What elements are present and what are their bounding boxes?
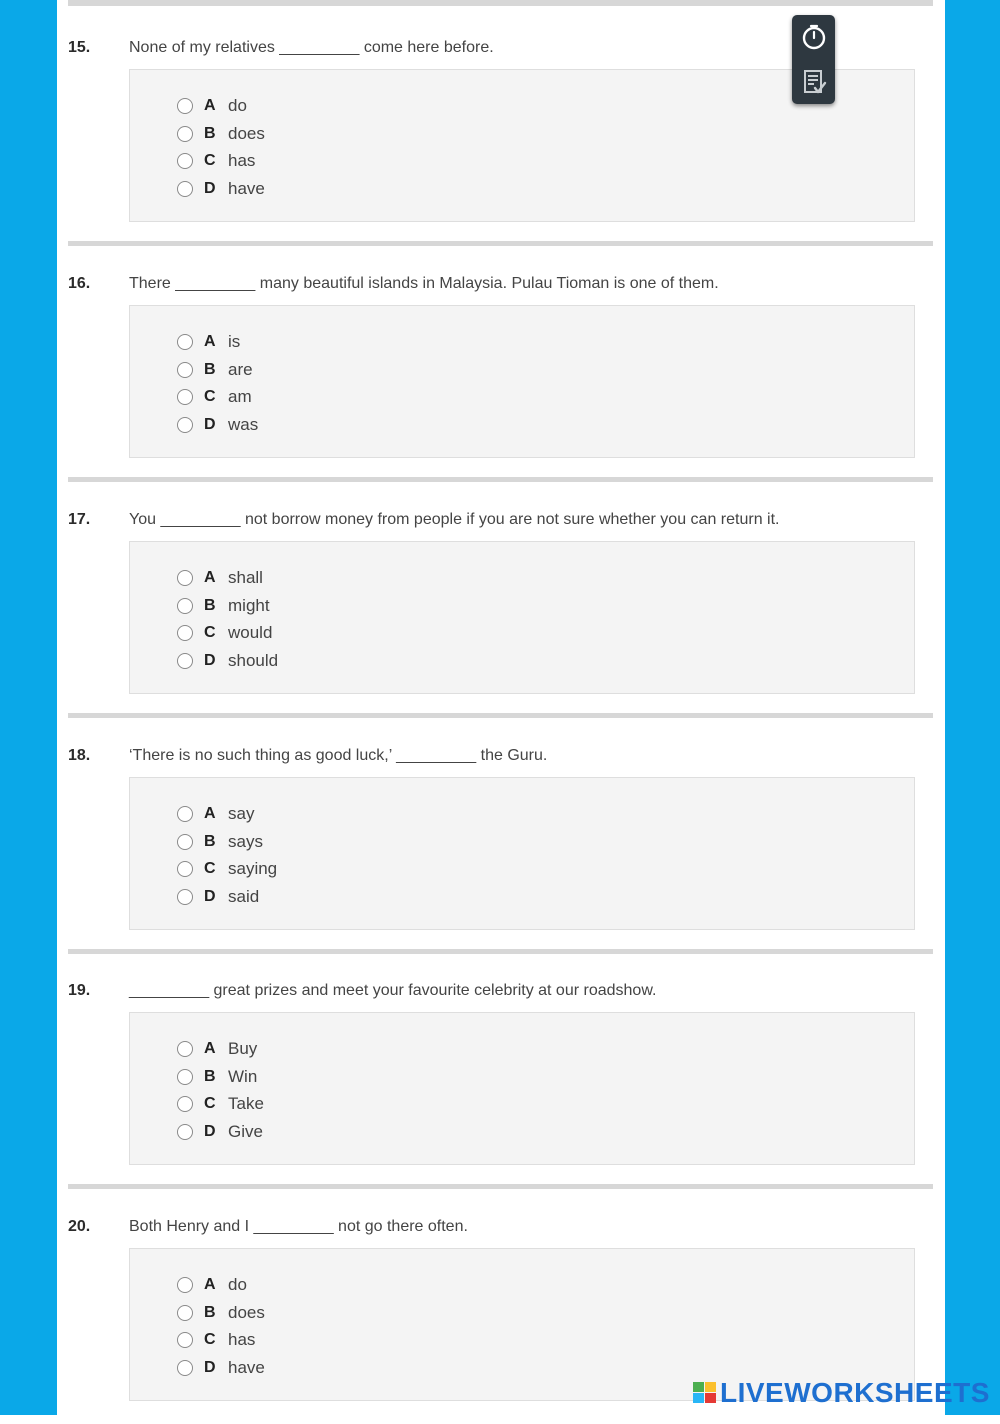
option-c[interactable]: [177, 150, 255, 172]
option-d[interactable]: [177, 178, 265, 200]
radio-button[interactable]: [177, 1069, 193, 1085]
question-19: [68, 952, 933, 1188]
question-text: ‘There is no such thing as good luck,’ _________ the Guru.: [129, 747, 548, 764]
option-text: are: [228, 360, 253, 379]
option-c[interactable]: [177, 622, 272, 644]
option-letter: B: [204, 361, 216, 378]
option-letter: C: [204, 624, 216, 641]
option-text: does: [228, 1303, 265, 1322]
option-text: would: [228, 623, 273, 642]
radio-button[interactable]: [177, 834, 193, 850]
option-d[interactable]: [177, 650, 278, 672]
option-letter: D: [204, 1359, 216, 1376]
liveworksheets-logo: [692, 1377, 990, 1409]
option-text: do: [228, 1275, 247, 1294]
option-letter: C: [204, 388, 216, 405]
option-a[interactable]: [177, 1274, 247, 1296]
option-letter: D: [204, 180, 216, 197]
radio-button[interactable]: [177, 598, 193, 614]
option-letter: A: [204, 805, 216, 822]
option-text: am: [228, 387, 252, 406]
radio-button[interactable]: [177, 153, 193, 169]
option-a[interactable]: [177, 95, 247, 117]
option-b[interactable]: [177, 831, 263, 853]
question-18: [68, 717, 933, 953]
question-text: Both Henry and I _________ not go there often.: [129, 1218, 468, 1235]
options-box: [129, 305, 915, 458]
radio-button[interactable]: [177, 625, 193, 641]
option-letter: B: [204, 597, 216, 614]
question-number: 15.: [68, 39, 91, 56]
liveworksheets-logo-icon: [692, 1381, 718, 1405]
checklist-icon: [800, 68, 828, 96]
option-letter: A: [204, 1040, 216, 1057]
option-letter: B: [204, 833, 216, 850]
option-text: has: [228, 151, 256, 170]
option-a[interactable]: [177, 803, 254, 825]
option-b[interactable]: [177, 123, 265, 145]
option-a[interactable]: [177, 331, 240, 353]
option-d[interactable]: [177, 1357, 265, 1379]
options-box: [129, 1012, 915, 1165]
radio-button[interactable]: [177, 1124, 193, 1140]
option-text: have: [228, 1358, 265, 1377]
radio-button[interactable]: [177, 1360, 193, 1376]
option-letter: D: [204, 652, 216, 669]
logo-text: LIVEWORKSHEETS: [720, 1377, 990, 1408]
option-text: saying: [228, 859, 278, 878]
option-letter: A: [204, 1276, 216, 1293]
option-text: say: [228, 804, 255, 823]
option-text: Win: [228, 1067, 258, 1086]
option-letter: C: [204, 152, 216, 169]
option-letter: B: [204, 125, 216, 142]
question-17: [68, 481, 933, 717]
option-letter: C: [204, 1331, 216, 1348]
question-number: 17.: [68, 511, 91, 528]
option-letter: A: [204, 97, 216, 114]
radio-button[interactable]: [177, 362, 193, 378]
radio-button[interactable]: [177, 861, 193, 877]
question-number: 16.: [68, 275, 91, 292]
radio-button[interactable]: [177, 570, 193, 586]
question-text: _________ great prizes and meet your favourite celebrity at our roadshow.: [129, 982, 657, 999]
option-letter: D: [204, 888, 216, 905]
question-number: 18.: [68, 747, 91, 764]
option-letter: C: [204, 860, 216, 877]
floating-toolbar: [792, 15, 835, 104]
option-letter: B: [204, 1304, 216, 1321]
options-box: [129, 541, 915, 694]
radio-button[interactable]: [177, 98, 193, 114]
top-separator: [68, 0, 933, 6]
option-text: said: [228, 887, 260, 906]
radio-button[interactable]: [177, 1305, 193, 1321]
radio-button[interactable]: [177, 181, 193, 197]
option-letter: D: [204, 1123, 216, 1140]
option-letter: A: [204, 333, 216, 350]
radio-button[interactable]: [177, 334, 193, 350]
option-letter: B: [204, 1068, 216, 1085]
radio-button[interactable]: [177, 889, 193, 905]
option-letter: D: [204, 416, 216, 433]
option-text: Buy: [228, 1039, 258, 1058]
option-text: do: [228, 96, 247, 115]
option-b[interactable]: [177, 1302, 265, 1324]
option-text: might: [228, 596, 270, 615]
timer-icon: [800, 23, 828, 51]
left-blue-border: [0, 0, 57, 1415]
radio-button[interactable]: [177, 389, 193, 405]
question-number: 20.: [68, 1218, 91, 1235]
question-text: None of my relatives _________ come here before.: [129, 39, 494, 56]
check-answers-button[interactable]: [798, 66, 829, 97]
option-c[interactable]: [177, 386, 252, 408]
option-a[interactable]: [177, 1038, 257, 1060]
option-b[interactable]: [177, 359, 253, 381]
radio-button[interactable]: [177, 1332, 193, 1348]
option-text: have: [228, 179, 265, 198]
option-c[interactable]: [177, 1093, 264, 1115]
radio-button[interactable]: [177, 417, 193, 433]
question-number: 19.: [68, 982, 91, 999]
option-a[interactable]: [177, 567, 263, 589]
option-letter: A: [204, 569, 216, 586]
radio-button[interactable]: [177, 1277, 193, 1293]
radio-button[interactable]: [177, 1096, 193, 1112]
radio-button[interactable]: [177, 126, 193, 142]
option-d[interactable]: [177, 886, 259, 908]
option-text: does: [228, 124, 265, 143]
option-text: shall: [228, 568, 263, 587]
option-c[interactable]: [177, 1329, 255, 1351]
option-letter: C: [204, 1095, 216, 1112]
option-b[interactable]: [177, 1066, 257, 1088]
option-text: Give: [228, 1122, 263, 1141]
option-d[interactable]: [177, 414, 258, 436]
option-text: should: [228, 651, 279, 670]
option-text: is: [228, 332, 241, 351]
radio-button[interactable]: [177, 806, 193, 822]
option-text: Take: [228, 1094, 264, 1113]
question-text: There _________ many beautiful islands in Malaysia. Pulau Tioman is one of them.: [129, 275, 719, 292]
right-blue-border: [945, 0, 1000, 1415]
option-text: says: [228, 832, 263, 851]
timer-button[interactable]: [798, 21, 829, 52]
option-d[interactable]: [177, 1121, 263, 1143]
option-b[interactable]: [177, 595, 270, 617]
options-box: [129, 777, 915, 930]
radio-button[interactable]: [177, 1041, 193, 1057]
option-text: has: [228, 1330, 256, 1349]
question-16: [68, 245, 933, 481]
option-text: was: [228, 415, 259, 434]
option-c[interactable]: [177, 858, 277, 880]
question-text: You _________ not borrow money from people if you are not sure whether you can return it.: [129, 511, 780, 528]
radio-button[interactable]: [177, 653, 193, 669]
